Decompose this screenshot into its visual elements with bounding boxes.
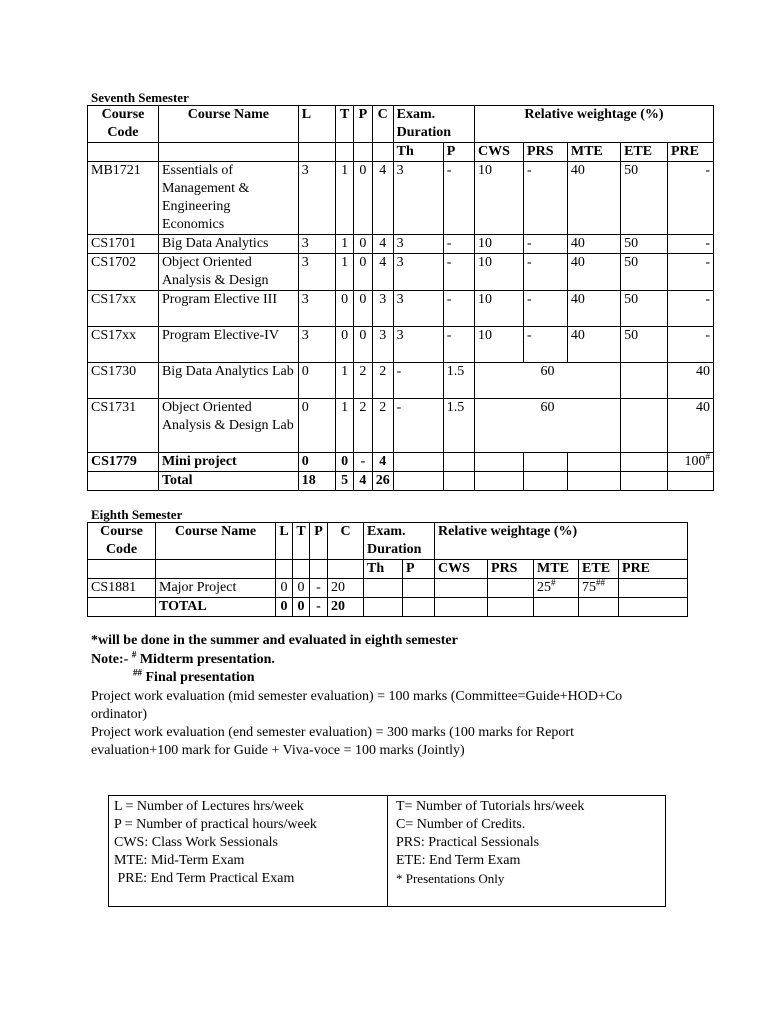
- cell-prs-combined: 60: [475, 363, 621, 399]
- cell-l: 0: [298, 453, 336, 472]
- end-evaluation-note: Project work evaluation (end semester evaluation) = 300 marks (100 marks for Report evaluation+100 mark for Guide + Viva-voce = 100 marks (Jointly): [91, 725, 574, 758]
- legend-item: ETE: End Term Exam: [396, 853, 521, 868]
- cell-t: 0: [336, 327, 354, 363]
- cell-p: 2: [354, 399, 373, 453]
- table-row: [88, 162, 714, 235]
- cell-c: 3: [372, 327, 393, 363]
- cell-l: 3: [298, 162, 336, 235]
- cell-th: 3: [393, 254, 443, 291]
- table-row-total: [88, 472, 714, 491]
- header-c: C: [372, 106, 393, 143]
- cell-cws: 10: [475, 162, 524, 235]
- cell-p: -: [354, 453, 373, 472]
- course-code: CS1730: [88, 363, 159, 399]
- cell-t: 0: [336, 453, 354, 472]
- cell-c: 2: [372, 399, 393, 453]
- course-code: CS1701: [88, 235, 159, 254]
- note-final: [133, 669, 255, 687]
- total-l: 18: [298, 472, 336, 491]
- cell-pre: 40: [668, 363, 714, 399]
- ete-value: 75: [582, 580, 597, 595]
- cell-l: 3: [298, 327, 336, 363]
- course-name: Program Elective-IV: [158, 327, 298, 363]
- header-exam-p: P: [443, 143, 474, 162]
- seventh-subheader-row: [88, 143, 714, 162]
- header-pre: PRE: [619, 560, 688, 579]
- course-code: CS17xx: [88, 327, 159, 363]
- cell-t: 1: [336, 254, 354, 291]
- eighth-header-row: [88, 523, 688, 560]
- header-exam-p: P: [403, 560, 435, 579]
- cell-cws: 10: [475, 254, 524, 291]
- cell-exam-p: -: [443, 162, 474, 235]
- header-l: L: [298, 106, 336, 143]
- header-l: L: [276, 523, 293, 560]
- cell-exam-p: -: [443, 291, 474, 327]
- course-code: CS1731: [88, 399, 159, 453]
- cell-exam-p: -: [443, 327, 474, 363]
- mte-footnote-mark: #: [551, 578, 556, 588]
- cell-p: -: [310, 579, 328, 598]
- cell-mte: 40: [567, 162, 620, 235]
- cell-l: 3: [298, 254, 336, 291]
- course-name: Big Data Analytics Lab: [158, 363, 298, 399]
- course-name: Object Oriented Analysis & Design Lab: [158, 399, 298, 453]
- header-relative-weightage: Relative weightage (%): [435, 523, 688, 560]
- course-name: Object Oriented Analysis & Design: [158, 254, 298, 291]
- midterm-text: Midterm presentation.: [136, 652, 275, 667]
- header-course-code: Course Code: [88, 106, 159, 143]
- header-relative-weightage: Relative weightage (%): [475, 106, 714, 143]
- cell-pre: -: [668, 235, 714, 254]
- cell-p: 0: [354, 254, 373, 291]
- legend-item: PRS: Practical Sessionals: [396, 835, 540, 850]
- cell-pre: -: [668, 254, 714, 291]
- total-t: 0: [293, 598, 310, 617]
- header-th: Th: [364, 560, 403, 579]
- cell-mte: 40: [567, 254, 620, 291]
- header-prs: PRS: [524, 143, 568, 162]
- cell-mte: [534, 579, 579, 598]
- total-label: Total: [158, 472, 298, 491]
- cell-p: 0: [354, 327, 373, 363]
- note-midterm: [91, 651, 275, 669]
- cell-c: 4: [372, 453, 393, 472]
- cell-pre: -: [668, 162, 714, 235]
- cell-c: 4: [372, 235, 393, 254]
- cell-mte: 40: [567, 291, 620, 327]
- header-t: T: [293, 523, 310, 560]
- course-name: Mini project: [158, 453, 298, 472]
- cell-mte: 40: [567, 235, 620, 254]
- eighth-semester-title: Eighth Semester: [91, 507, 183, 522]
- course-code: CS17xx: [88, 291, 159, 327]
- cell-c: 20: [328, 579, 364, 598]
- course-name: Major Project: [156, 579, 276, 598]
- table-row: [88, 291, 714, 327]
- cell-prs: -: [524, 291, 568, 327]
- cell-exam-p: -: [443, 254, 474, 291]
- total-p: 4: [354, 472, 373, 491]
- legend-item: * Presentations Only: [396, 871, 505, 886]
- cell-t: 1: [336, 162, 354, 235]
- header-mte: MTE: [534, 560, 579, 579]
- cell-c: 2: [372, 363, 393, 399]
- course-code: MB1721: [88, 162, 159, 235]
- cell-ete: 50: [621, 235, 668, 254]
- header-ete: ETE: [621, 143, 668, 162]
- cell-c: 3: [372, 291, 393, 327]
- total-l: 0: [276, 598, 293, 617]
- legend-divider: [387, 796, 388, 906]
- table-row: [88, 399, 714, 453]
- cell-l: 3: [298, 235, 336, 254]
- legend-item: P = Number of practical hours/week: [114, 817, 317, 832]
- legend-item: MTE: Mid-Term Exam: [114, 853, 245, 868]
- cell-ete: 50: [621, 291, 668, 327]
- cell-cws: 10: [475, 235, 524, 254]
- course-code: CS1779: [88, 453, 159, 472]
- total-c: 26: [372, 472, 393, 491]
- cell-prs: -: [524, 235, 568, 254]
- cell-l: 0: [276, 579, 293, 598]
- header-cws: CWS: [435, 560, 488, 579]
- pre-value: 100: [684, 454, 706, 469]
- header-course-name: Course Name: [156, 523, 276, 560]
- table-row: [88, 363, 714, 399]
- header-exam-duration: Exam. Duration: [364, 523, 435, 560]
- total-t: 5: [336, 472, 354, 491]
- cell-t: 1: [336, 363, 354, 399]
- cell-prs: -: [524, 254, 568, 291]
- header-ete: ETE: [579, 560, 619, 579]
- header-course-name: Course Name: [158, 106, 298, 143]
- course-code: CS1881: [88, 579, 156, 598]
- table-row-total: [88, 598, 688, 617]
- cell-th: -: [393, 399, 443, 453]
- cell-th: -: [393, 363, 443, 399]
- midterm-mark: #: [131, 649, 137, 660]
- legend-item: C= Number of Credits.: [396, 817, 526, 832]
- final-mark: ##: [133, 667, 142, 678]
- legend-item: CWS: Class Work Sessionals: [114, 835, 278, 850]
- cell-prs-combined: 60: [475, 399, 621, 453]
- cell-t: 1: [336, 399, 354, 453]
- legend-item: PRE: End Term Practical Exam: [114, 871, 295, 886]
- cell-pre: [668, 453, 714, 472]
- ete-footnote-mark: ##: [596, 578, 606, 588]
- cell-exam-p: 1.5: [443, 399, 474, 453]
- cell-pre: -: [668, 327, 714, 363]
- cell-ete: 50: [621, 162, 668, 235]
- table-row: [88, 579, 688, 598]
- course-name: Big Data Analytics: [158, 235, 298, 254]
- cell-c: 4: [372, 254, 393, 291]
- header-th: Th: [393, 143, 443, 162]
- total-p: -: [310, 598, 328, 617]
- header-p: P: [310, 523, 328, 560]
- note-prefix: Note:-: [91, 652, 132, 667]
- table-row-mini-project: [88, 453, 714, 472]
- final-text: Final presentation: [142, 670, 255, 685]
- header-prs: PRS: [488, 560, 534, 579]
- cell-ete: 50: [621, 254, 668, 291]
- total-c: 20: [328, 598, 364, 617]
- cell-p: 0: [354, 162, 373, 235]
- header-pre: PRE: [668, 143, 714, 162]
- summer-note: *will be done in the summer and evaluated in eighth semester: [91, 633, 458, 648]
- legend-right-column: [396, 798, 584, 906]
- table-row: [88, 235, 714, 254]
- cell-p: 0: [354, 235, 373, 254]
- cell-cws: 10: [475, 327, 524, 363]
- legend-item: L = Number of Lectures hrs/week: [114, 799, 304, 814]
- cell-p: 2: [354, 363, 373, 399]
- legend-left-column: [114, 798, 317, 906]
- cell-c: 4: [372, 162, 393, 235]
- eighth-semester-table: [87, 522, 688, 617]
- header-course-code: Course Code: [88, 523, 156, 560]
- cell-t: 1: [336, 235, 354, 254]
- eighth-subheader-row: [88, 560, 688, 579]
- cell-t: 0: [336, 291, 354, 327]
- table-row: [88, 254, 714, 291]
- header-c: C: [328, 523, 364, 560]
- cell-l: 0: [298, 363, 336, 399]
- total-label: TOTAL: [156, 598, 276, 617]
- cell-th: 3: [393, 162, 443, 235]
- cell-prs: -: [524, 327, 568, 363]
- mid-evaluation-note: Project work evaluation (mid semester evaluation) = 100 marks (Committee=Guide+HOD+Co ordinator): [91, 689, 623, 722]
- cell-t: 0: [293, 579, 310, 598]
- course-name: Essentials of Management & Engineering Economics: [158, 162, 298, 235]
- cell-exam-p: -: [443, 235, 474, 254]
- header-p: P: [354, 106, 373, 143]
- legend-item: T= Number of Tutorials hrs/week: [396, 799, 585, 814]
- cell-ete: 50: [621, 327, 668, 363]
- cell-th: 3: [393, 291, 443, 327]
- header-mte: MTE: [567, 143, 620, 162]
- seventh-header-row: [88, 106, 714, 143]
- seventh-semester-table: [87, 105, 714, 491]
- cell-th: 3: [393, 327, 443, 363]
- mte-value: 25: [537, 580, 552, 595]
- header-cws: CWS: [475, 143, 524, 162]
- seventh-semester-title: Seventh Semester: [91, 90, 189, 105]
- cell-mte: 40: [567, 327, 620, 363]
- header-exam-duration: Exam. Duration: [393, 106, 474, 143]
- cell-prs: -: [524, 162, 568, 235]
- cell-p: 0: [354, 291, 373, 327]
- cell-th: 3: [393, 235, 443, 254]
- cell-pre: -: [668, 291, 714, 327]
- pre-footnote-mark: #: [705, 452, 710, 462]
- course-name: Program Elective III: [158, 291, 298, 327]
- cell-ete: [579, 579, 619, 598]
- cell-cws: 10: [475, 291, 524, 327]
- cell-exam-p: 1.5: [443, 363, 474, 399]
- cell-l: 0: [298, 399, 336, 453]
- course-code: CS1702: [88, 254, 159, 291]
- table-row: [88, 327, 714, 363]
- abbreviation-legend: [108, 795, 666, 907]
- header-t: T: [336, 106, 354, 143]
- cell-l: 3: [298, 291, 336, 327]
- cell-pre: 40: [668, 399, 714, 453]
